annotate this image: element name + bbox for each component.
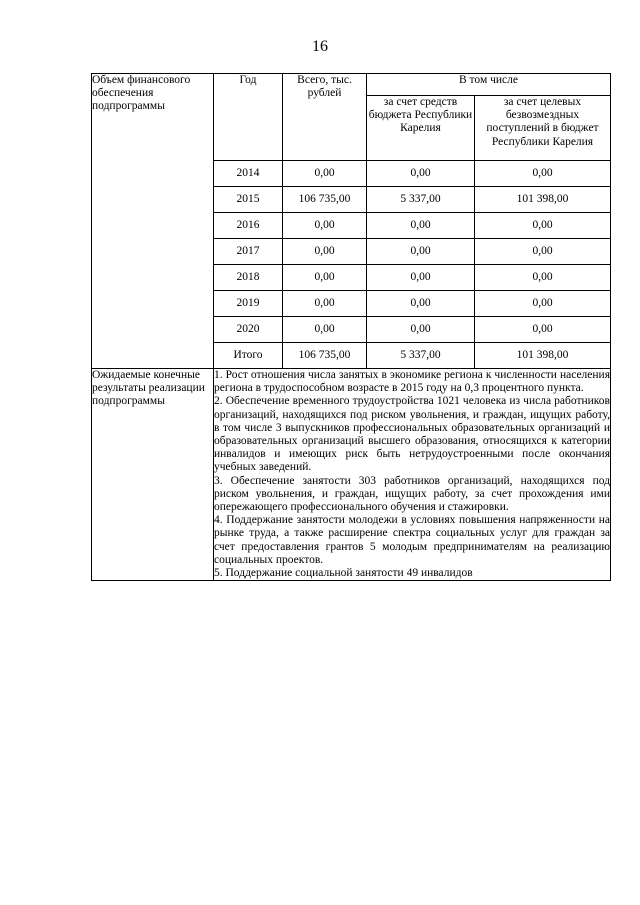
- year-cell: 2020: [214, 317, 283, 343]
- total-cell: 0,00: [283, 161, 367, 187]
- year-cell: 2015: [214, 187, 283, 213]
- year-cell: 2017: [214, 239, 283, 265]
- budget-cell: 0,00: [367, 161, 475, 187]
- year-cell: 2014: [214, 161, 283, 187]
- targeted-cell: 0,00: [475, 317, 611, 343]
- results-row: [92, 369, 611, 581]
- total-cell: 0,00: [283, 317, 367, 343]
- col-budget-header: за счет средств бюджета Республики Карелия: [367, 96, 475, 161]
- targeted-cell: 0,00: [475, 161, 611, 187]
- budget-cell: 0,00: [367, 291, 475, 317]
- targeted-cell: 101 398,00: [475, 343, 611, 369]
- targeted-cell: 0,00: [475, 265, 611, 291]
- result-item: 3. Обеспечение занятости 303 работников организаций, находящихся под риском увольнения, и граждан, ищущих работу, за счет прохождения ими опережающего профессионального обучения и стажировки.: [214, 474, 610, 514]
- budget-cell: 0,00: [367, 317, 475, 343]
- targeted-cell: 0,00: [475, 239, 611, 265]
- funding-label: Объем финансового обеспечения подпрограммы: [92, 74, 214, 369]
- budget-cell: 0,00: [367, 213, 475, 239]
- col-including-header: В том числе: [367, 74, 611, 96]
- year-cell: 2016: [214, 213, 283, 239]
- col-year-header: Год: [214, 74, 283, 161]
- result-item: 1. Рост отношения числа занятых в экономике региона к численности населения региона в трудоспособном возрасте в 2015 году на 0,3 процентного пункта.: [214, 369, 610, 395]
- total-cell: 0,00: [283, 239, 367, 265]
- budget-cell: 5 337,00: [367, 187, 475, 213]
- subprogram-passport-table: [91, 73, 611, 581]
- targeted-cell: 0,00: [475, 213, 611, 239]
- total-cell: 0,00: [283, 291, 367, 317]
- col-targeted-header: за счет целевых безвозмездных поступлений в бюджет Республики Карелия: [475, 96, 611, 161]
- page-number: 16: [312, 38, 328, 55]
- year-cell: Итого: [214, 343, 283, 369]
- total-cell: 106 735,00: [283, 187, 367, 213]
- targeted-cell: 101 398,00: [475, 187, 611, 213]
- header-row: [92, 74, 611, 96]
- budget-cell: 0,00: [367, 265, 475, 291]
- total-cell: 0,00: [283, 265, 367, 291]
- result-item: 4. Поддержание занятости молодежи в условиях повышения напряженности на рынке труда, а также расширение спектра социальных услуг для граждан за счет предоставления грантов 5 молодым предпринимателям на реализацию социальных проектов.: [214, 514, 610, 566]
- targeted-cell: 0,00: [475, 291, 611, 317]
- total-cell: 0,00: [283, 213, 367, 239]
- results-label: Ожидаемые конечные результаты реализации подпрограммы: [92, 369, 214, 581]
- col-total-header: Всего, тыс. рублей: [283, 74, 367, 161]
- results-text: [214, 369, 611, 581]
- year-cell: 2018: [214, 265, 283, 291]
- budget-cell: 5 337,00: [367, 343, 475, 369]
- result-item: 5. Поддержание социальной занятости 49 инвалидов: [214, 567, 473, 580]
- year-cell: 2019: [214, 291, 283, 317]
- total-cell: 106 735,00: [283, 343, 367, 369]
- budget-cell: 0,00: [367, 239, 475, 265]
- result-item: 2. Обеспечение временного трудоустройства 1021 человека из числа работников организаций, находящихся под риском увольнения, и граждан, ищущих работу, в том числе 3 выпускников профессиональных образовательных организаций и образовательных организаций высшего образования, относящихся к категории инвалидов и имеющих риск быть нетрудоустроенными после окончания учебных заведений.: [214, 395, 610, 474]
